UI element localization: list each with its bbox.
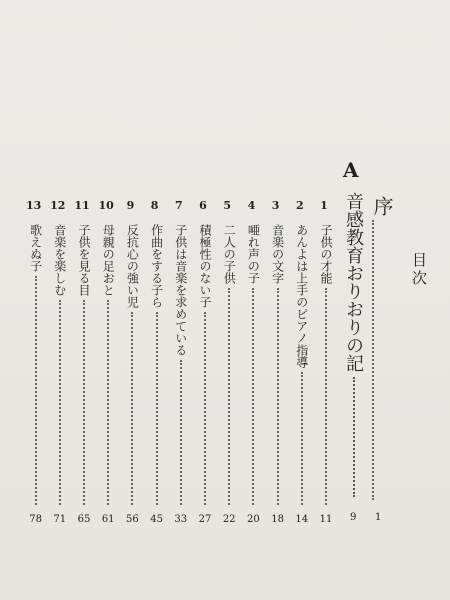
toc-entry-number: 6	[199, 199, 207, 212]
toc-entry-page: 33	[174, 514, 188, 525]
toc-entry-leader	[277, 288, 279, 505]
toc-entry-number: 12	[50, 199, 66, 212]
toc-entry-page: 71	[53, 514, 67, 525]
toc-entry-leader	[325, 288, 327, 505]
toc-entry-leader	[131, 312, 133, 505]
toc-entry-number: 4	[247, 199, 256, 212]
toc-entry-leader	[107, 300, 109, 505]
toc-entry-leader	[156, 312, 158, 505]
toc-entry-page: 11	[319, 514, 333, 525]
toc-entry-number: 1	[320, 199, 328, 212]
toc-entry-page: 61	[101, 514, 115, 525]
preface-leader	[372, 220, 374, 500]
toc-entry-number: 5	[223, 199, 232, 212]
preface-page: 1	[375, 512, 382, 523]
toc-entry-number: 7	[174, 199, 183, 212]
toc-entry-page: 56	[126, 514, 139, 525]
toc-entry-page: 20	[247, 514, 260, 525]
toc-entry-title[interactable]: 反抗心の強い児	[125, 224, 140, 308]
toc-entry-leader	[228, 288, 230, 505]
toc-entry-leader	[180, 360, 182, 505]
toc-entry-number: 2	[295, 199, 304, 212]
toc-entry-leader	[83, 300, 85, 505]
toc-title: 目次	[410, 252, 428, 288]
toc-entry-title[interactable]: 子供を見る目	[77, 224, 91, 296]
toc-entry-number: 10	[98, 199, 114, 212]
toc-entry-number: 11	[74, 199, 90, 212]
toc-entry-number: 9	[126, 199, 135, 212]
toc-entry-title[interactable]: 積極性のない子	[198, 224, 212, 308]
toc-entry-page: 18	[271, 514, 284, 525]
preface-label: 序	[370, 196, 394, 216]
toc-entry-title[interactable]: 歌えぬ子	[28, 224, 43, 272]
toc-entry-title[interactable]: 二人の子供	[222, 224, 237, 284]
toc-entry-page: 45	[150, 514, 163, 525]
toc-entry-title[interactable]: あんよは上手のピアノ指導	[294, 224, 309, 368]
toc-entry-number: 13	[25, 199, 42, 212]
toc-entry-leader	[35, 276, 37, 505]
section-letter: A	[343, 158, 359, 182]
toc-entry-title[interactable]: 作曲をする子ら	[149, 224, 164, 308]
section-page: 9	[350, 512, 357, 523]
toc-entry-page: 14	[295, 514, 309, 525]
section-leader	[353, 377, 355, 497]
toc-entry-page: 65	[77, 514, 91, 525]
toc-entry-leader	[301, 372, 303, 505]
toc-entry-page: 22	[222, 514, 236, 525]
toc-entry-leader	[252, 288, 254, 505]
toc-entry-title[interactable]: 子供は音楽を求めている	[173, 224, 188, 356]
toc-entry-page: 27	[198, 514, 212, 525]
toc-entry-title[interactable]: 母親の足おと	[101, 224, 116, 296]
toc-entry-title[interactable]: 唖れ声の子	[246, 224, 261, 284]
toc-entry-number: 8	[150, 199, 159, 212]
toc-entry-number: 3	[271, 199, 280, 212]
toc-entry-title[interactable]: 子供の才能	[319, 224, 333, 284]
toc-entry-leader	[59, 300, 61, 505]
section-heading: 音感教育おりおりの記	[343, 192, 364, 372]
toc-entry-leader	[204, 312, 206, 505]
toc-entry-title[interactable]: 音楽の文字	[270, 224, 285, 284]
toc-entry-title[interactable]: 音楽を楽しむ	[52, 224, 67, 296]
toc-entry-page: 78	[29, 514, 42, 525]
